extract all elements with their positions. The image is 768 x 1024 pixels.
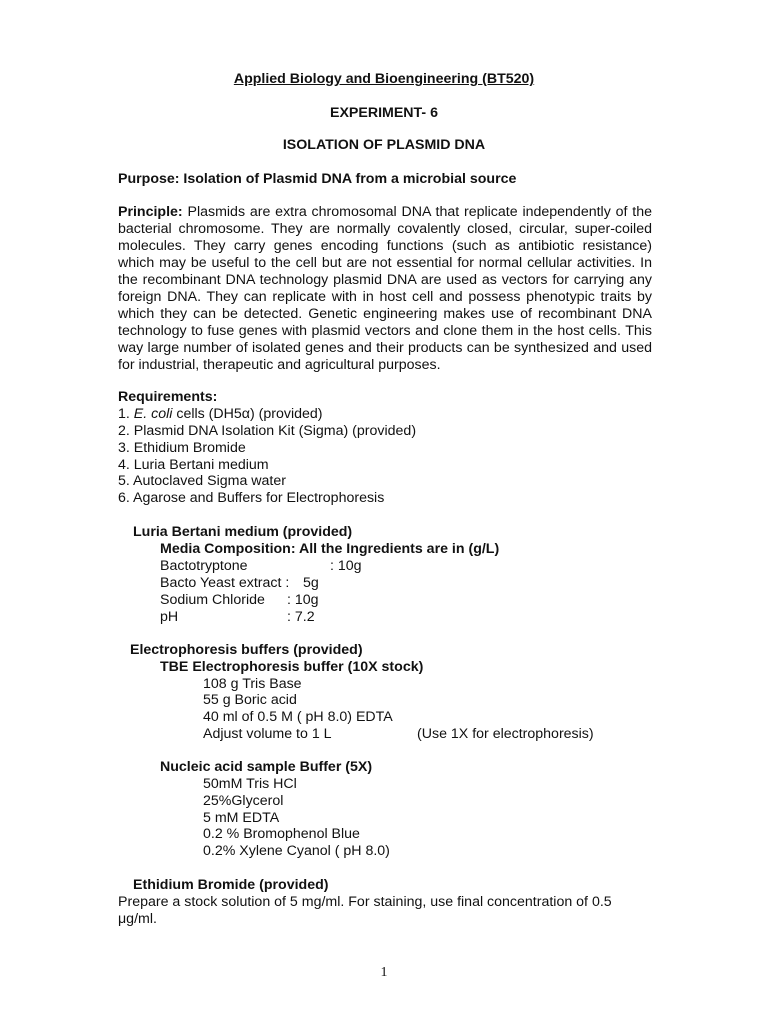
principle-line: the recombinant DNA technology plasmid DNA are used as vectors for carrying any bbox=[118, 272, 652, 288]
tbe-heading: TBE Electrophoresis buffer (10X stock) bbox=[160, 659, 424, 675]
principle-line: molecules. They carry genes encoding functions (such as antibiotic resistance) bbox=[118, 238, 652, 254]
principle-line: foreign DNA. They can replicate with in host cell and possess phenotypic traits by bbox=[118, 289, 652, 305]
etbr-text-line: Prepare a stock solution of 5 mg/ml. For staining, use final concentration of 0.5 bbox=[118, 894, 612, 910]
requirement-item: 1. E. coli cells (DH5α) (provided) bbox=[118, 406, 323, 422]
purpose-line: Purpose: Isolation of Plasmid DNA from a microbial source bbox=[118, 171, 517, 187]
lb-heading: Luria Bertani medium (provided) bbox=[133, 524, 353, 540]
requirement-item: 3. Ethidium Bromide bbox=[118, 440, 246, 456]
requirement-item: 4. Luria Bertani medium bbox=[118, 457, 269, 473]
lb-ingredient-name: Bactotryptone bbox=[160, 558, 248, 574]
lb-ingredient-name: Sodium Chloride bbox=[160, 592, 265, 608]
sample-buffer-item: 0.2% Xylene Cyanol ( pH 8.0) bbox=[203, 843, 390, 859]
principle-line: technology to fuse genes with plasmid vectors and clone them in the host cells. This bbox=[118, 323, 652, 339]
course-title: Applied Biology and Bioengineering (BT520) bbox=[233, 71, 535, 87]
requirement-item: 5. Autoclaved Sigma water bbox=[118, 473, 286, 489]
requirements-heading: Requirements: bbox=[118, 389, 218, 405]
requirement-item: 6. Agarose and Buffers for Electrophoresis bbox=[118, 490, 385, 506]
etbr-heading: Ethidium Bromide (provided) bbox=[133, 877, 329, 893]
principle-line: bacterial chromosome. They are normally covalently closed, circular, super-coiled bbox=[118, 221, 652, 237]
principle-line: Principle: Plasmids are extra chromosomal DNA that replicate independently of the bbox=[118, 204, 652, 220]
tbe-item: 108 g Tris Base bbox=[203, 676, 302, 692]
etbr-text-line: μg/ml. bbox=[118, 911, 157, 927]
lb-subheading: Media Composition: All the Ingredients are in (g/L) bbox=[160, 541, 500, 557]
experiment-title: ISOLATION OF PLASMID DNA bbox=[282, 137, 486, 153]
sample-buffer-item: 5 mM EDTA bbox=[203, 810, 280, 826]
requirement-item: 2. Plasmid DNA Isolation Kit (Sigma) (provided) bbox=[118, 423, 417, 439]
tbe-item: 40 ml of 0.5 M ( pH 8.0) EDTA bbox=[203, 709, 393, 725]
lb-ingredient-value: : 10g bbox=[330, 558, 362, 574]
experiment-number: EXPERIMENT- 6 bbox=[329, 105, 438, 121]
principle-line: for industrial, therapeutic and agricultural purposes. bbox=[118, 357, 441, 373]
page-number: 1 bbox=[380, 965, 388, 980]
tbe-note: (Use 1X for electrophoresis) bbox=[417, 726, 594, 742]
sample-buffer-item: 0.2 % Bromophenol Blue bbox=[203, 826, 360, 842]
lb-ingredient-value: : 7.2 bbox=[287, 609, 315, 625]
tbe-item: Adjust volume to 1 L bbox=[203, 726, 332, 742]
principle-line: which may be useful to the cell but are not essential for normal cellular activities. In bbox=[118, 255, 652, 271]
lb-ingredient-value: 5g bbox=[303, 575, 319, 591]
sample-buffer-item: 25%Glycerol bbox=[203, 793, 284, 809]
electrophoresis-heading: Electrophoresis buffers (provided) bbox=[130, 642, 363, 658]
principle-label: Principle: bbox=[118, 204, 183, 220]
sample-buffer-heading: Nucleic acid sample Buffer (5X) bbox=[160, 759, 373, 775]
principle-line: which they can be detected. Genetic engineering makes use of recombinant DNA bbox=[118, 306, 652, 322]
principle-paragraph bbox=[118, 204, 652, 374]
tbe-item: 55 g Boric acid bbox=[203, 692, 297, 708]
principle-line: way large number of isolated genes and their products can be synthesized and used bbox=[118, 340, 652, 356]
sample-buffer-item: 50mM Tris HCl bbox=[203, 776, 297, 792]
lb-ingredient-value: : 10g bbox=[287, 592, 319, 608]
lb-ingredient-name: Bacto Yeast extract : bbox=[160, 575, 290, 591]
lb-ingredient-name: pH bbox=[160, 609, 179, 625]
